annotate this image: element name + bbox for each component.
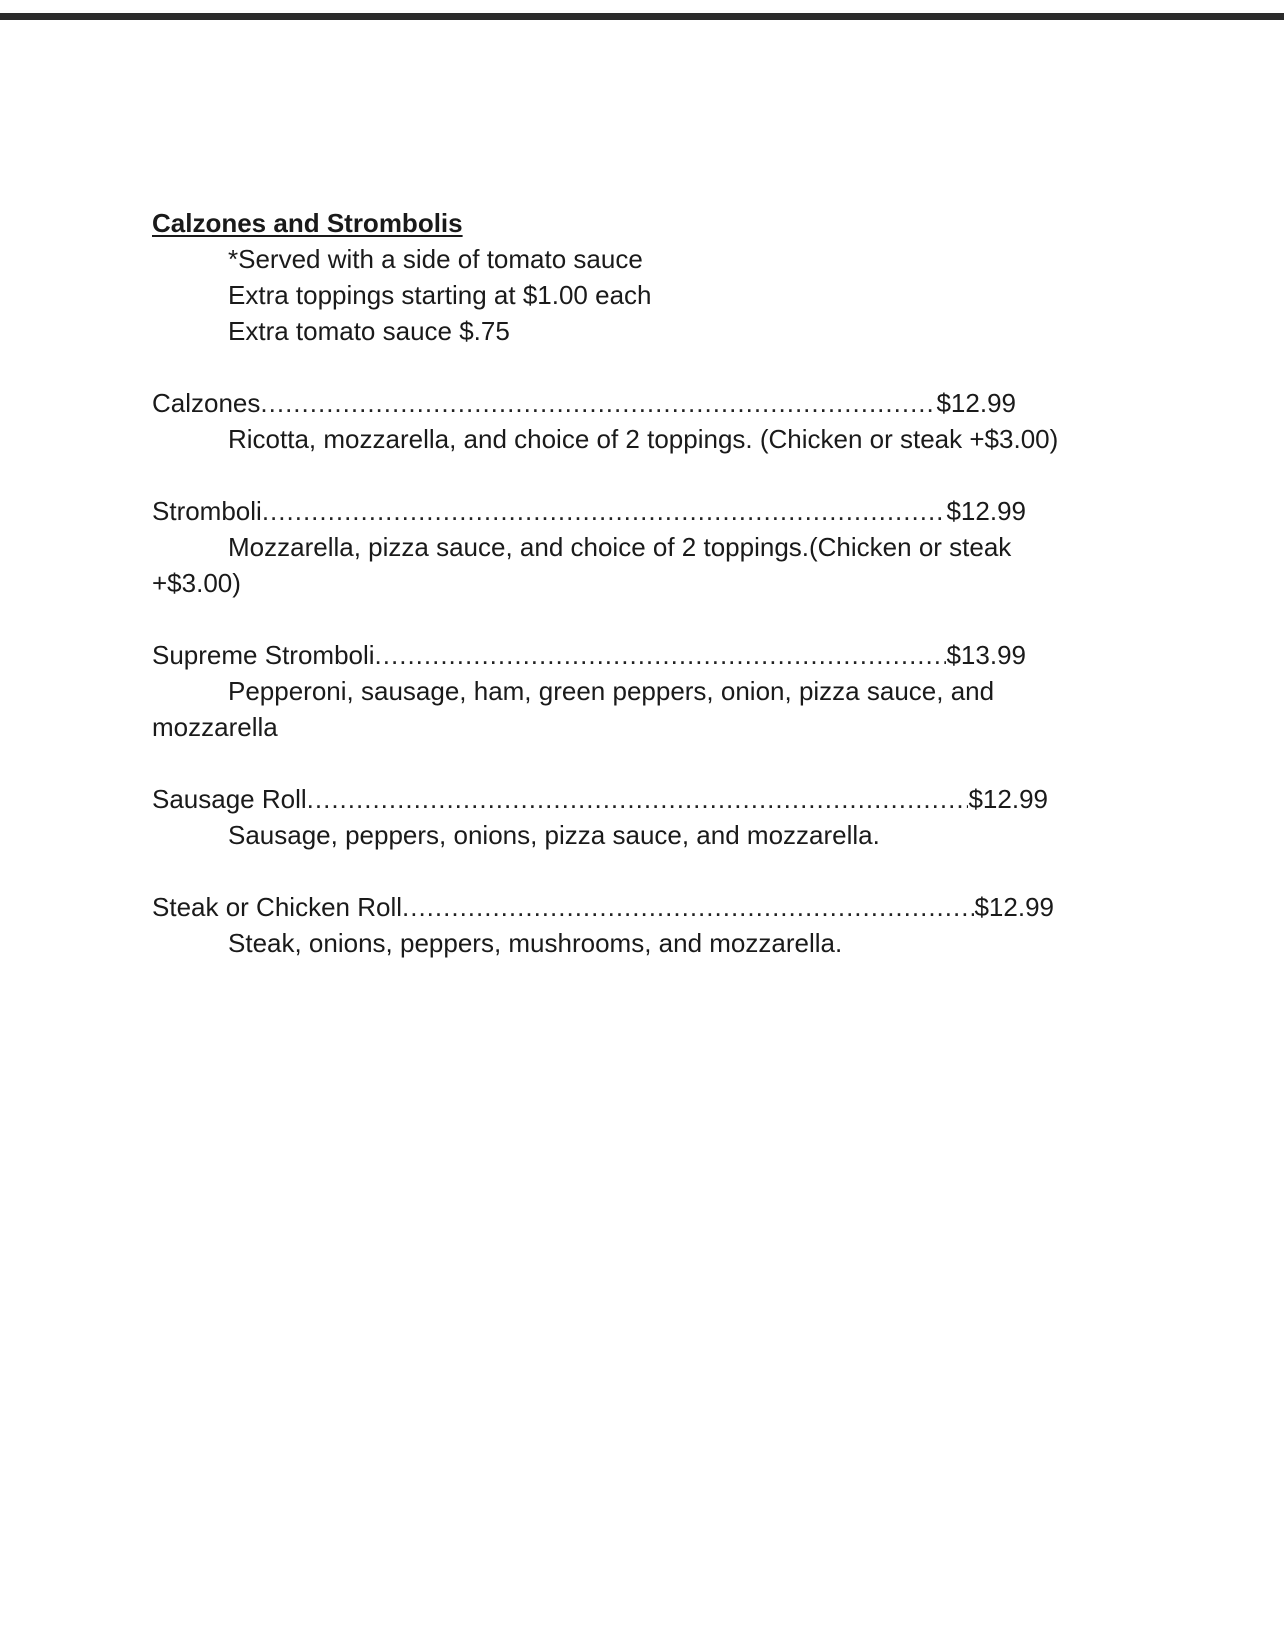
item-name: Sausage Roll xyxy=(152,784,307,814)
item-price: $12.99 xyxy=(968,784,1048,814)
menu-item-stromboli xyxy=(152,493,1026,601)
item-line xyxy=(152,637,1026,673)
menu-item-calzones xyxy=(152,385,1059,457)
item-line xyxy=(152,385,1016,421)
item-line xyxy=(152,781,1048,817)
item-description: Pepperoni, sausage, ham, green peppers, onion, pizza sauce, and mozzarella xyxy=(152,676,995,742)
item-price: $13.99 xyxy=(946,640,1026,670)
item-name: Steak or Chicken Roll xyxy=(152,892,402,922)
dot-leader xyxy=(375,637,947,673)
menu-item-steak-or-chicken-roll xyxy=(152,889,1054,961)
item-name: Stromboli xyxy=(152,496,262,526)
item-price: $12.99 xyxy=(936,388,1016,418)
item-line xyxy=(152,889,1054,925)
dot-leader xyxy=(402,889,974,925)
item-name: Supreme Stromboli xyxy=(152,640,375,670)
menu-item-supreme-stromboli xyxy=(152,637,1026,745)
menu-item-sausage-roll xyxy=(152,781,1048,853)
dot-leader xyxy=(307,781,969,817)
section-notes xyxy=(152,241,1112,349)
item-name: Calzones xyxy=(152,388,261,418)
item-description: Sausage, peppers, onions, pizza sauce, and mozzarella. xyxy=(228,820,880,850)
note-served-with-sauce: *Served with a side of tomato sauce xyxy=(228,244,643,274)
item-line xyxy=(152,493,1026,529)
top-border xyxy=(0,13,1284,20)
dot-leader xyxy=(260,385,936,421)
item-price: $12.99 xyxy=(946,496,1026,526)
note-extra-toppings: Extra toppings starting at $1.00 each xyxy=(228,280,652,310)
item-price: $12.99 xyxy=(974,892,1054,922)
note-extra-sauce: Extra tomato sauce $.75 xyxy=(228,316,510,346)
menu-section xyxy=(152,205,1112,961)
dot-leader xyxy=(262,493,947,529)
item-description: Ricotta, mozzarella, and choice of 2 toppings. (Chicken or steak +$3.00) xyxy=(228,424,1059,454)
item-description: Steak, onions, peppers, mushrooms, and mozzarella. xyxy=(228,928,843,958)
section-title: Calzones and Strombolis xyxy=(152,208,463,238)
item-description: Mozzarella, pizza sauce, and choice of 2 toppings.(Chicken or steak +$3.00) xyxy=(152,532,1012,598)
